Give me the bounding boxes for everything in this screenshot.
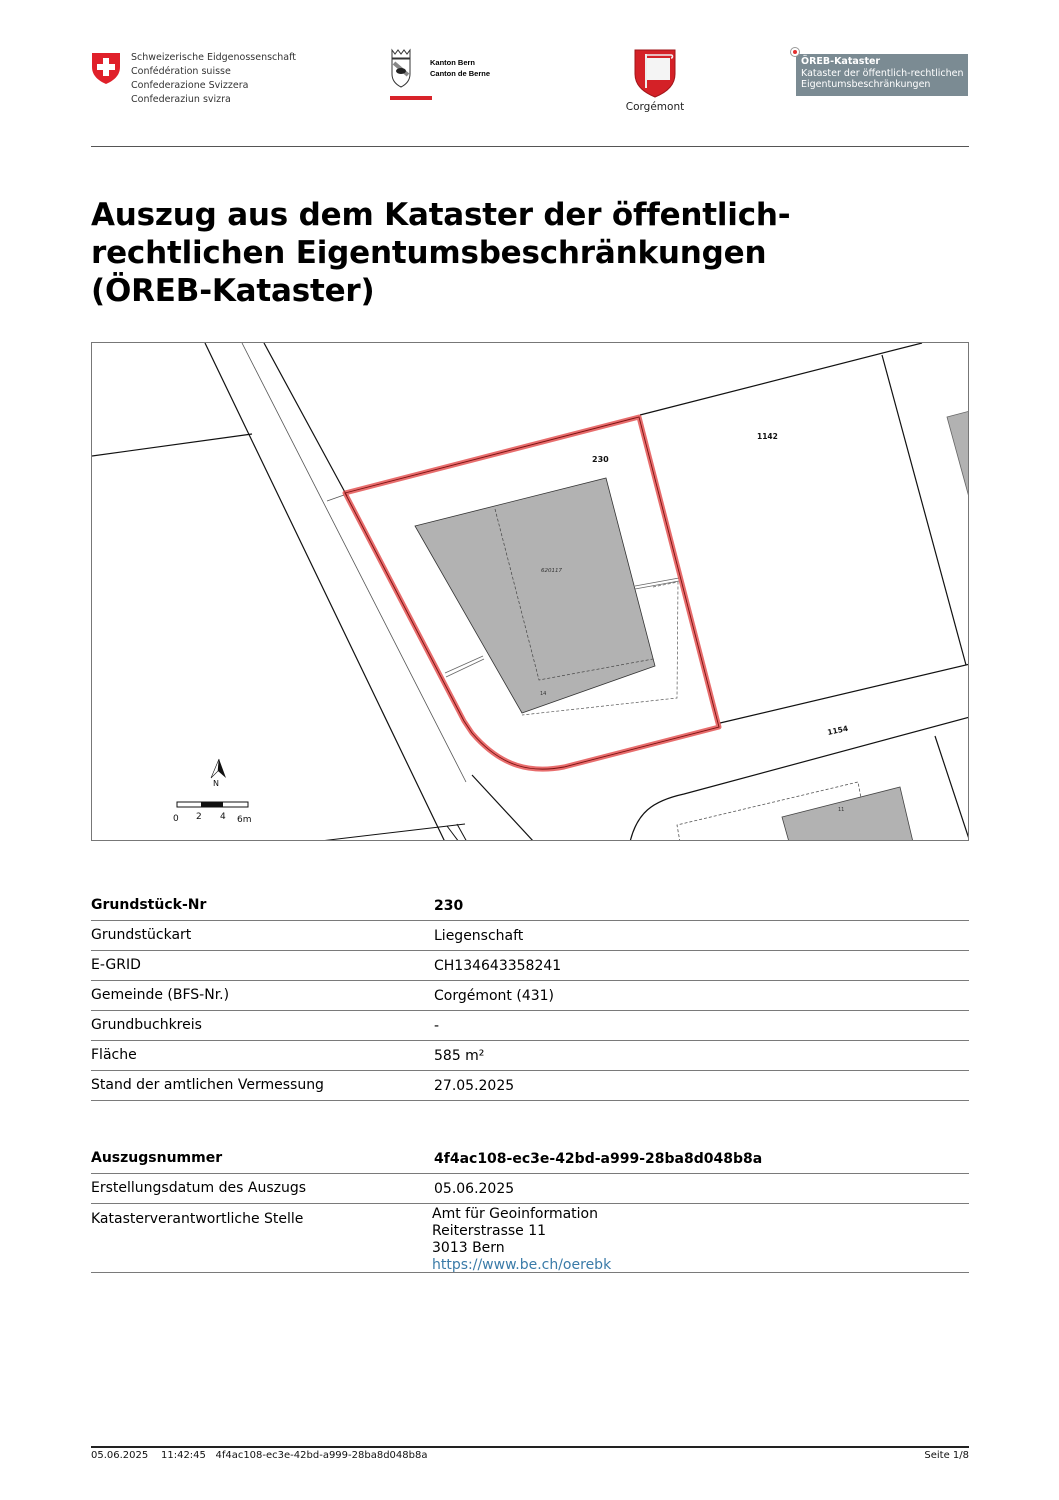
scale-bar (173, 802, 252, 825)
row-value: 05.06.2025 (434, 1181, 515, 1197)
map-label-road-1154: 1154 (826, 723, 849, 737)
swiss-cross-shield-icon (91, 51, 121, 85)
oereb-marker-icon (791, 48, 799, 56)
confederation-line-fr: Confédération suisse (131, 66, 231, 77)
page-footer (91, 1450, 969, 1461)
row-label: Fläche (91, 1047, 137, 1063)
table-row (91, 1174, 969, 1204)
canton-bern-logo (388, 48, 548, 103)
header-divider (91, 146, 969, 147)
row-label: E-GRID (91, 957, 141, 973)
svg-text:N: N (213, 779, 219, 788)
oereb-logo-subtitle-1: Kataster der öffentlich-rechtlichen (801, 67, 964, 79)
swiss-confederation-logo (91, 51, 311, 111)
table-row (91, 1011, 969, 1041)
table-row (91, 981, 969, 1011)
row-value: CH134643358241 (434, 958, 562, 974)
row-label: Stand der amtlichen Vermessung (91, 1077, 324, 1093)
row-value: - (434, 1018, 440, 1034)
row-value: Corgémont (431) (434, 988, 555, 1004)
row-label: Gemeinde (BFS-Nr.) (91, 987, 230, 1003)
row-value: 230 (434, 898, 464, 914)
oereb-logo-subtitle-2: Eigentumsbeschränkungen (801, 79, 931, 90)
authority-street: Reiterstrasse 11 (432, 1223, 547, 1239)
footer-extract-id: 4f4ac108-ec3e-42bd-a999-28ba8d048b8a (215, 1450, 428, 1461)
bern-bear-shield-icon (390, 48, 412, 88)
authority-name: Amt für Geoinformation (432, 1206, 598, 1222)
authority-link[interactable]: https://www.be.ch/oerebk (432, 1257, 612, 1273)
cadastral-map (91, 342, 969, 841)
page-number: Seite 1/8 (924, 1450, 969, 1461)
table-row (91, 921, 969, 951)
map-label-building-id: 620117 (541, 568, 562, 574)
row-value: Liegenschaft (434, 928, 524, 944)
row-label: Erstellungsdatum des Auszugs (91, 1180, 307, 1196)
map-label-parcel-230: 230 (592, 455, 609, 464)
municipality-name: Corgémont (625, 101, 685, 113)
canton-name-de: Kanton Bern (430, 58, 475, 67)
row-label: Grundstück-Nr (91, 897, 207, 913)
map-drawing (92, 343, 969, 841)
property-info-table (91, 890, 969, 1101)
svg-text:6m: 6m (237, 815, 252, 825)
footer-date: 05.06.2025 (91, 1450, 149, 1461)
authority-address (432, 1206, 611, 1274)
table-row (91, 951, 969, 981)
map-label-house-number-se: 11 (838, 807, 845, 813)
map-label-house-number: 14 (540, 691, 547, 697)
row-label: Grundbuchkreis (91, 1017, 202, 1033)
svg-text:2: 2 (196, 812, 202, 822)
row-label: Auszugsnummer (91, 1150, 223, 1166)
confederation-line-it: Confederazione Svizzera (131, 80, 249, 91)
row-value: 585 m² (434, 1048, 485, 1064)
confederation-line-de: Schweizerische Eidgenossenschaft (131, 52, 297, 63)
page-title: Auszug aus dem Kataster der öffentlich- rechtlichen Eigentumsbeschränkungen (ÖREB-Kataster) (91, 197, 791, 309)
map-label-parcel-1142: 1142 (757, 432, 778, 441)
confederation-line-rm: Confederaziun svizra (131, 94, 231, 105)
row-label: Katasterverantwortliche Stelle (91, 1211, 304, 1227)
table-row (91, 1071, 969, 1101)
svg-text:0: 0 (173, 814, 179, 824)
north-arrow-icon (211, 759, 226, 788)
footer-divider (91, 1446, 969, 1448)
oereb-logo-title: ÖREB-Kataster (801, 56, 881, 67)
table-row (91, 890, 969, 921)
row-label: Grundstückart (91, 927, 192, 943)
extract-info-table (91, 1144, 969, 1273)
corgemont-logo (615, 48, 695, 118)
oereb-kataster-logo (790, 48, 972, 100)
canton-name-fr: Canton de Berne (430, 69, 491, 78)
table-row (91, 1204, 969, 1273)
extract-number: 4f4ac108-ec3e-42bd-a999-28ba8d048b8a (434, 1151, 763, 1167)
table-row (91, 1041, 969, 1071)
authority-city: 3013 Bern (432, 1240, 505, 1256)
corgemont-coat-of-arms-icon (633, 48, 677, 98)
canton-accent-bar (390, 96, 432, 100)
table-row (91, 1144, 969, 1174)
svg-text:4: 4 (220, 812, 226, 822)
row-value: 27.05.2025 (434, 1078, 515, 1094)
footer-time: 11:42:45 (160, 1450, 206, 1461)
